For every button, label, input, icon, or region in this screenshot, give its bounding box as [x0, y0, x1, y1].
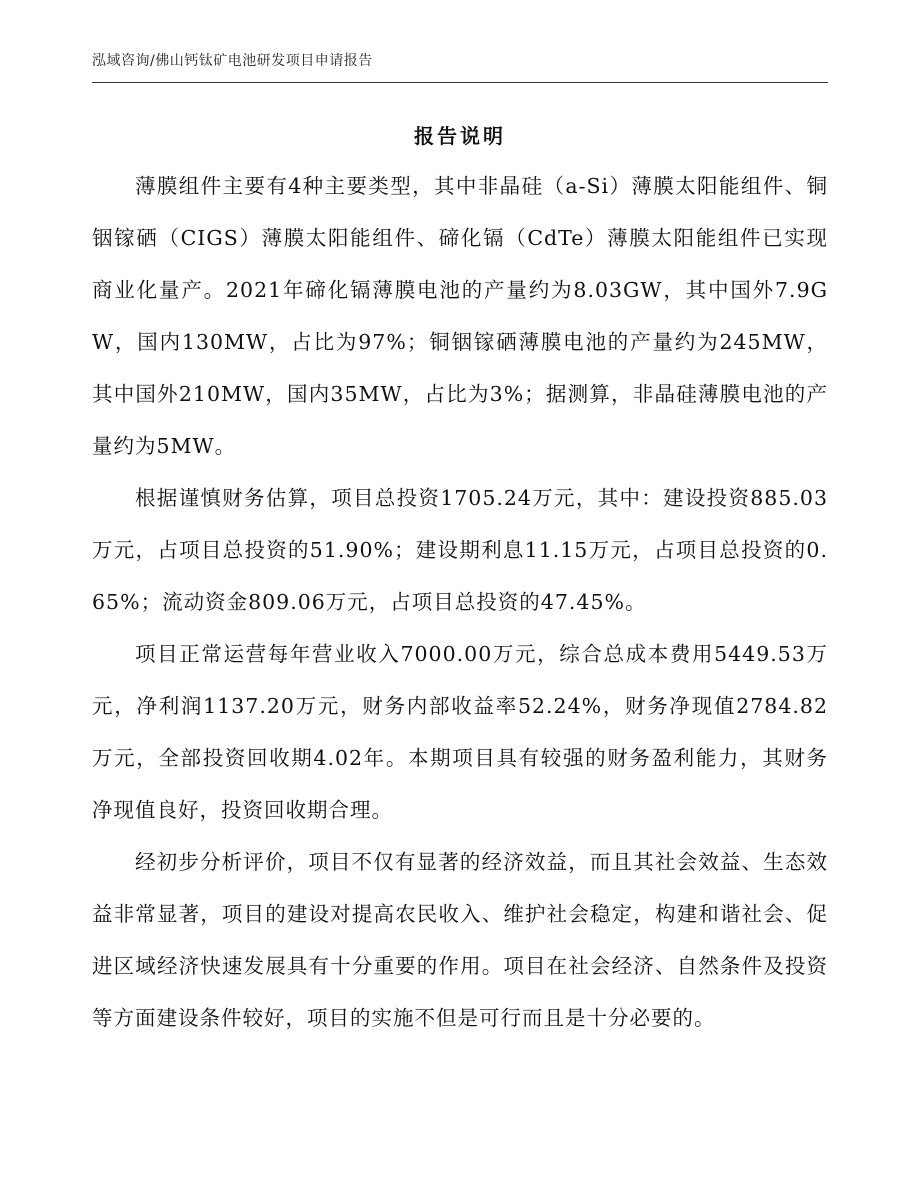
report-body — [92, 160, 828, 1044]
paragraph-financials: 项目正常运营每年营业收入7000.00万元，综合总成本费用5449.53万元，净利润1137.20万元，财务内部收益率52.24%，财务净现值2784.82万元，全部投资回收期4.02年。本期项目具有较强的财务盈利能力，其财务净现值良好，投资回收期合理。 — [92, 642, 828, 822]
running-header: 泓域咨询/佛山钙钛矿电池研发项目申请报告 — [92, 53, 373, 69]
paragraph-thin-film-output: 薄膜组件主要有4种主要类型，其中非晶硅（a-Si）薄膜太阳能组件、铜铟镓硒（CIGS）薄膜太阳能组件、碲化镉（CdTe）薄膜太阳能组件已实现商业化量产。2021年碲化镉薄膜电池的产量约为8.03GW，其中国外7.9GW，国内130MW，占比为97%；铜铟镓硒薄膜电池的产量约为245MW，其中国外210MW，国内35MW，占比为3%；据测算，非晶硅薄膜电池的产量约为5MW。 — [92, 174, 828, 458]
header-divider — [92, 82, 828, 83]
paragraph-investment: 根据谨慎财务估算，项目总投资1705.24万元，其中：建设投资885.03万元，占项目总投资的51.90%；建设期利息11.15万元，占项目总投资的0.65%；流动资金809.06万元，占项目总投资的47.45%。 — [92, 486, 828, 614]
paragraph-evaluation: 经初步分析评价，项目不仅有显著的经济效益，而且其社会效益、生态效益非常显著，项目的建设对提高农民收入、维护社会稳定，构建和谐社会、促进区域经济快速发展具有十分重要的作用。项目在社会经济、自然条件及投资等方面建设条件较好，项目的实施不但是可行而且是十分必要的。 — [92, 850, 828, 1030]
page-title: 报告说明 — [414, 124, 506, 148]
